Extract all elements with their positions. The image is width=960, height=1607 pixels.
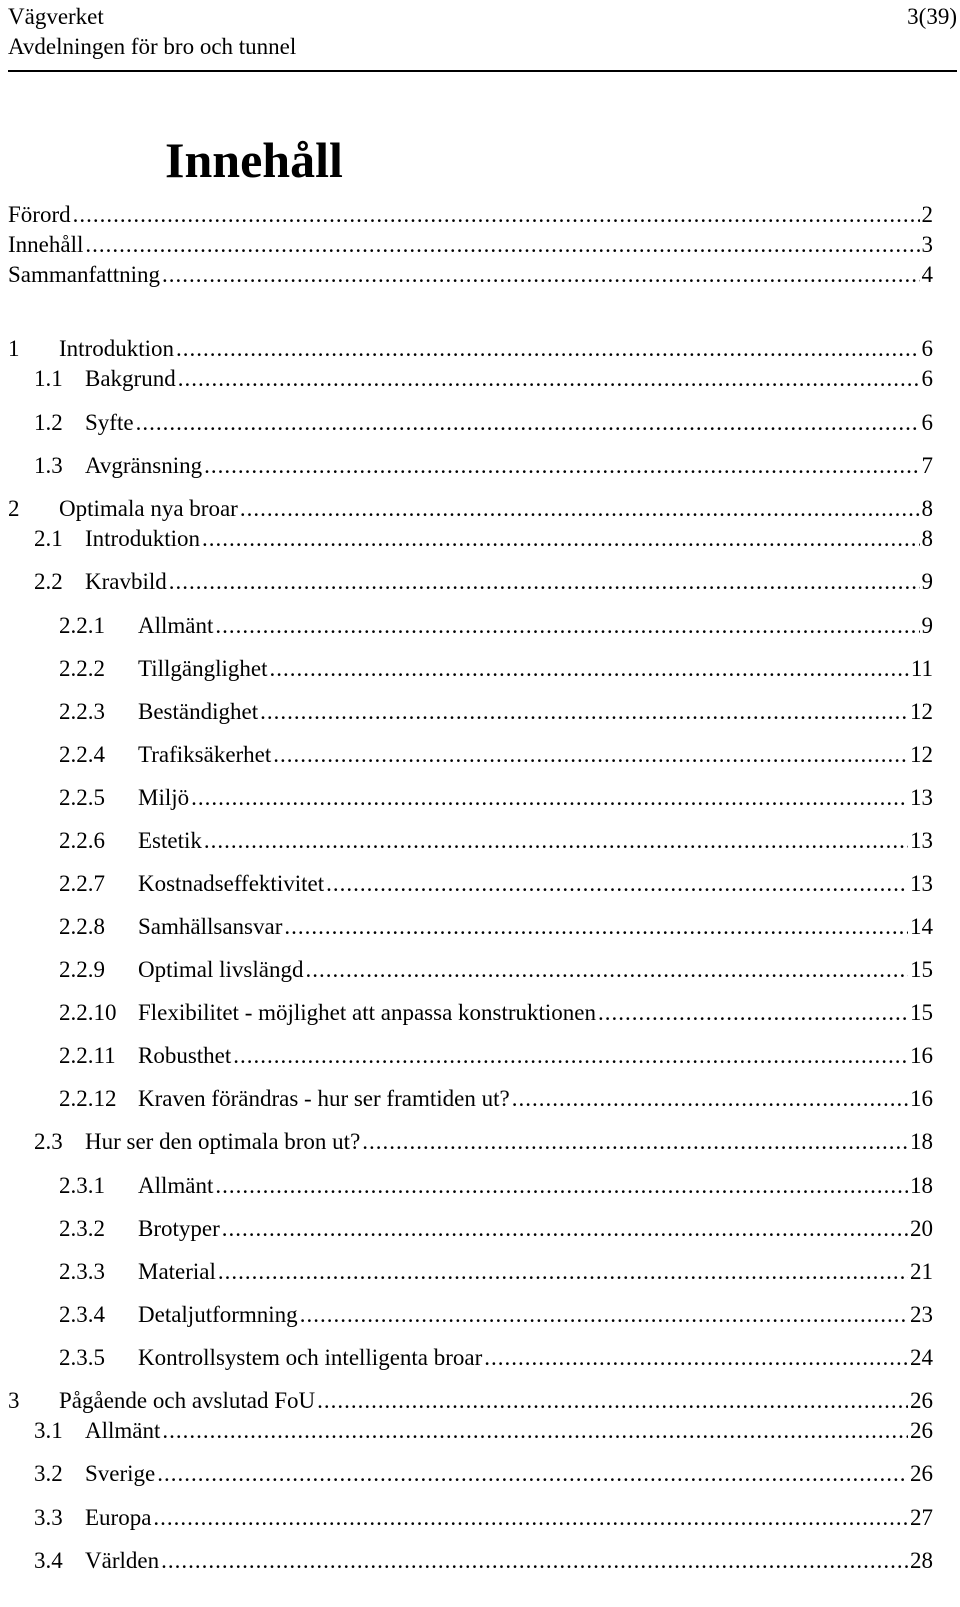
toc-page-number: 8 (921, 496, 933, 521)
toc-entry-row (8, 230, 933, 260)
toc-entry (59, 697, 933, 727)
page-title: Innehåll (165, 132, 343, 188)
toc-label: Allmänt (85, 1418, 161, 1443)
toc-page-number: 3 (921, 232, 933, 257)
toc-number: 2.3.1 (59, 1173, 105, 1198)
toc-label: Hur ser den optimala bron ut? (85, 1129, 361, 1154)
toc-entry-row (59, 654, 933, 684)
toc-number: 3.1 (34, 1418, 63, 1443)
toc-entry (59, 740, 933, 770)
toc-label: Kontrollsystem och intelligenta broar (138, 1345, 483, 1370)
toc-number: 1.1 (34, 366, 63, 391)
toc-page-number: 26 (910, 1388, 933, 1413)
toc-label: Pågående och avslutad FoU (59, 1388, 316, 1413)
toc-page-number: 20 (910, 1216, 933, 1241)
toc-page-number: 8 (921, 526, 933, 551)
toc-page-number: 4 (921, 262, 933, 287)
toc-page-number: 18 (910, 1173, 933, 1198)
toc-label: Allmänt (138, 1173, 214, 1198)
toc-page-number: 23 (910, 1302, 933, 1327)
toc-label: Samhällsansvar (138, 914, 283, 939)
toc-page-number: 28 (910, 1548, 933, 1573)
toc-label: Brotyper (138, 1216, 220, 1241)
toc-label: Kravbild (85, 569, 167, 594)
toc-dot-leader (136, 408, 920, 438)
toc-number: 2.1 (34, 526, 63, 551)
toc-dot-leader (153, 1503, 908, 1533)
toc-page-number: 11 (910, 656, 933, 681)
toc-dot-leader (161, 1546, 908, 1576)
toc-entry-row (34, 1416, 933, 1446)
toc-dot-leader (215, 1171, 908, 1201)
toc-page-number: 12 (910, 742, 933, 767)
toc-entry (34, 408, 933, 438)
toc-label: Sammanfattning (8, 262, 161, 287)
toc-page-number: 13 (910, 828, 933, 853)
toc-dot-leader (162, 1416, 908, 1446)
toc-entry (59, 1041, 933, 1071)
toc-entry-row (8, 260, 933, 290)
toc-page-number: 9 (921, 569, 933, 594)
toc-page-number: 6 (921, 336, 933, 361)
toc-entry (8, 200, 933, 230)
toc-dot-leader (215, 611, 919, 641)
toc-entry-row (59, 783, 933, 813)
toc-entry-row (59, 998, 933, 1028)
toc-page-number: 26 (910, 1461, 933, 1486)
toc-dot-leader (218, 1257, 908, 1287)
toc-entry-row (34, 567, 933, 597)
toc-number: 2.3 (34, 1129, 63, 1154)
toc-label: Avgränsning (85, 453, 203, 478)
toc-label: Tillgänglighet (138, 656, 268, 681)
toc-entry (59, 912, 933, 942)
toc-dot-leader (305, 955, 908, 985)
toc-label: Förord (8, 202, 71, 227)
toc-label: Detaljutformning (138, 1302, 298, 1327)
toc-number: 2.2.7 (59, 871, 105, 896)
toc-dot-leader (204, 451, 919, 481)
toc-dot-leader (512, 1084, 908, 1114)
toc-entry (34, 451, 933, 481)
toc-page-number: 12 (910, 699, 933, 724)
toc-entry (34, 524, 933, 554)
toc-label: Syfte (85, 410, 134, 435)
toc-entry-row (59, 912, 933, 942)
toc-entry-row (34, 1546, 933, 1576)
toc-entry-row (59, 1171, 933, 1201)
toc-page-number: 13 (910, 871, 933, 896)
toc-entry (59, 1171, 933, 1201)
toc-entry (8, 260, 933, 290)
toc-entry-row (59, 1084, 933, 1114)
toc-entry-row (34, 1503, 933, 1533)
toc-dot-leader (284, 912, 908, 942)
toc-entry (59, 1257, 933, 1287)
toc-entry (59, 826, 933, 856)
toc-number: 2.2.11 (59, 1043, 116, 1068)
toc-number: 2.2.9 (59, 957, 105, 982)
toc-entry-row (59, 697, 933, 727)
toc-entry-row (34, 524, 933, 554)
toc-dot-leader (178, 364, 920, 394)
toc-entry-row (59, 1041, 933, 1071)
toc-number: 3 (8, 1388, 20, 1413)
toc-dot-leader (204, 826, 908, 856)
toc-entry-row (59, 611, 933, 641)
toc-page-number: 18 (910, 1129, 933, 1154)
toc-entry (8, 1386, 933, 1416)
toc-entry (59, 654, 933, 684)
toc-dot-leader (202, 524, 920, 554)
toc-page-number: 15 (910, 1000, 933, 1025)
toc-entry-row (8, 334, 933, 364)
toc-dot-leader (85, 230, 919, 260)
toc-number: 3.4 (34, 1548, 63, 1573)
toc-label: Estetik (138, 828, 202, 853)
toc-page-number: 21 (910, 1259, 933, 1284)
toc-number: 2 (8, 496, 20, 521)
toc-dot-leader (162, 260, 919, 290)
toc-page-number: 16 (910, 1043, 933, 1068)
toc-label: Trafiksäkerhet (138, 742, 272, 767)
toc-entry (59, 869, 933, 899)
toc-entry (59, 1084, 933, 1114)
toc-label: Kraven förändras - hur ser framtiden ut? (138, 1086, 510, 1111)
toc-dot-leader (240, 494, 920, 524)
toc-dot-leader (176, 334, 920, 364)
toc-entry-row (59, 955, 933, 985)
toc-number: 2.2.2 (59, 656, 105, 681)
toc-dot-leader (169, 567, 920, 597)
toc-number: 2.3.4 (59, 1302, 105, 1327)
toc-entry-row (59, 1343, 933, 1373)
toc-label: Miljö (138, 785, 190, 810)
toc-entry (59, 955, 933, 985)
toc-label: Beständighet (138, 699, 259, 724)
toc-number: 2.2.1 (59, 613, 105, 638)
toc-entry-row (59, 1300, 933, 1330)
toc-page-number: 7 (921, 453, 933, 478)
toc-entry (59, 611, 933, 641)
toc-page-number: 16 (910, 1086, 933, 1111)
toc-page-number: 2 (921, 202, 933, 227)
toc-label: Material (138, 1259, 216, 1284)
toc-entry-row (34, 408, 933, 438)
toc-number: 2.2.6 (59, 828, 105, 853)
toc-page-number: 27 (910, 1505, 933, 1530)
toc-dot-leader (326, 869, 908, 899)
toc-dot-leader (484, 1343, 908, 1373)
toc-dot-leader (317, 1386, 908, 1416)
toc-page-number: 9 (921, 613, 933, 638)
toc-entry-row (8, 200, 933, 230)
toc-entry-row (34, 451, 933, 481)
toc-page-number: 6 (921, 366, 933, 391)
toc-label: Sverige (85, 1461, 156, 1486)
toc-number: 2.3.2 (59, 1216, 105, 1241)
toc-entry-row (8, 494, 933, 524)
toc-dot-leader (270, 654, 909, 684)
toc-dot-leader (191, 783, 908, 813)
toc-dot-leader (260, 697, 908, 727)
toc-label: Optimala nya broar (59, 496, 238, 521)
toc-number: 2.3.3 (59, 1259, 105, 1284)
toc-entry (8, 230, 933, 260)
toc-number: 1 (8, 336, 20, 361)
toc-number: 1.2 (34, 410, 63, 435)
toc-number: 2.3.5 (59, 1345, 105, 1370)
toc-entry (34, 1416, 933, 1446)
toc-entry-row (8, 1386, 933, 1416)
toc-page-number: 13 (910, 785, 933, 810)
toc-dot-leader (362, 1127, 908, 1157)
toc-entry (34, 1127, 933, 1157)
toc-entry-row (59, 1257, 933, 1287)
header-page-indicator: 3(39) (907, 4, 957, 29)
toc-entry (59, 1343, 933, 1373)
toc-page-number: 26 (910, 1418, 933, 1443)
toc-label: Världen (85, 1548, 160, 1573)
toc-label: Introduktion (85, 526, 200, 551)
header-dept: Avdelningen för bro och tunnel (8, 34, 297, 59)
toc-entry (8, 334, 933, 364)
toc-entry-row (59, 869, 933, 899)
toc-label: Introduktion (59, 336, 174, 361)
toc-entry (59, 1214, 933, 1244)
toc-number: 1.3 (34, 453, 63, 478)
toc-number: 2.2.12 (59, 1086, 117, 1111)
toc-dot-leader (73, 200, 920, 230)
toc-number: 2.2.3 (59, 699, 105, 724)
toc-label: Robusthet (138, 1043, 232, 1068)
toc-dot-leader (222, 1214, 908, 1244)
toc-entry (59, 1300, 933, 1330)
toc-dot-leader (233, 1041, 908, 1071)
toc-entry-row (59, 1214, 933, 1244)
toc-dot-leader (598, 998, 908, 1028)
toc-label: Bakgrund (85, 366, 176, 391)
toc-number: 3.3 (34, 1505, 63, 1530)
toc-number: 2.2.5 (59, 785, 105, 810)
toc-number: 3.2 (34, 1461, 63, 1486)
toc-entry-row (34, 364, 933, 394)
toc-number: 2.2.4 (59, 742, 105, 767)
header-org: Vägverket (8, 4, 104, 29)
toc-label: Allmänt (138, 613, 214, 638)
toc-page-number: 14 (910, 914, 933, 939)
toc-label: Kostnadseffektivitet (138, 871, 325, 896)
toc-dot-leader (157, 1459, 908, 1489)
toc-entry-row (59, 826, 933, 856)
toc-entry-row (59, 740, 933, 770)
toc-label: Innehåll (8, 232, 84, 257)
toc-entry (34, 1546, 933, 1576)
toc-entry-row (34, 1459, 933, 1489)
toc-page-number: 24 (910, 1345, 933, 1370)
toc-label: Optimal livslängd (138, 957, 304, 982)
toc-dot-leader (300, 1300, 908, 1330)
toc-page-number: 15 (910, 957, 933, 982)
toc-number: 2.2.8 (59, 914, 105, 939)
toc-number: 2.2.10 (59, 1000, 117, 1025)
toc-entry (59, 783, 933, 813)
toc-entry (8, 494, 933, 524)
toc-number: 2.2 (34, 569, 63, 594)
toc-dot-leader (273, 740, 908, 770)
toc-page-number: 6 (921, 410, 933, 435)
toc-entry (34, 567, 933, 597)
toc-entry-row (34, 1127, 933, 1157)
toc-entry (59, 998, 933, 1028)
toc-entry (34, 364, 933, 394)
toc-entry (34, 1459, 933, 1489)
toc-entry (34, 1503, 933, 1533)
toc-label: Europa (85, 1505, 152, 1530)
toc-label: Flexibilitet - möjlighet att anpassa konstruktionen (138, 1000, 597, 1025)
